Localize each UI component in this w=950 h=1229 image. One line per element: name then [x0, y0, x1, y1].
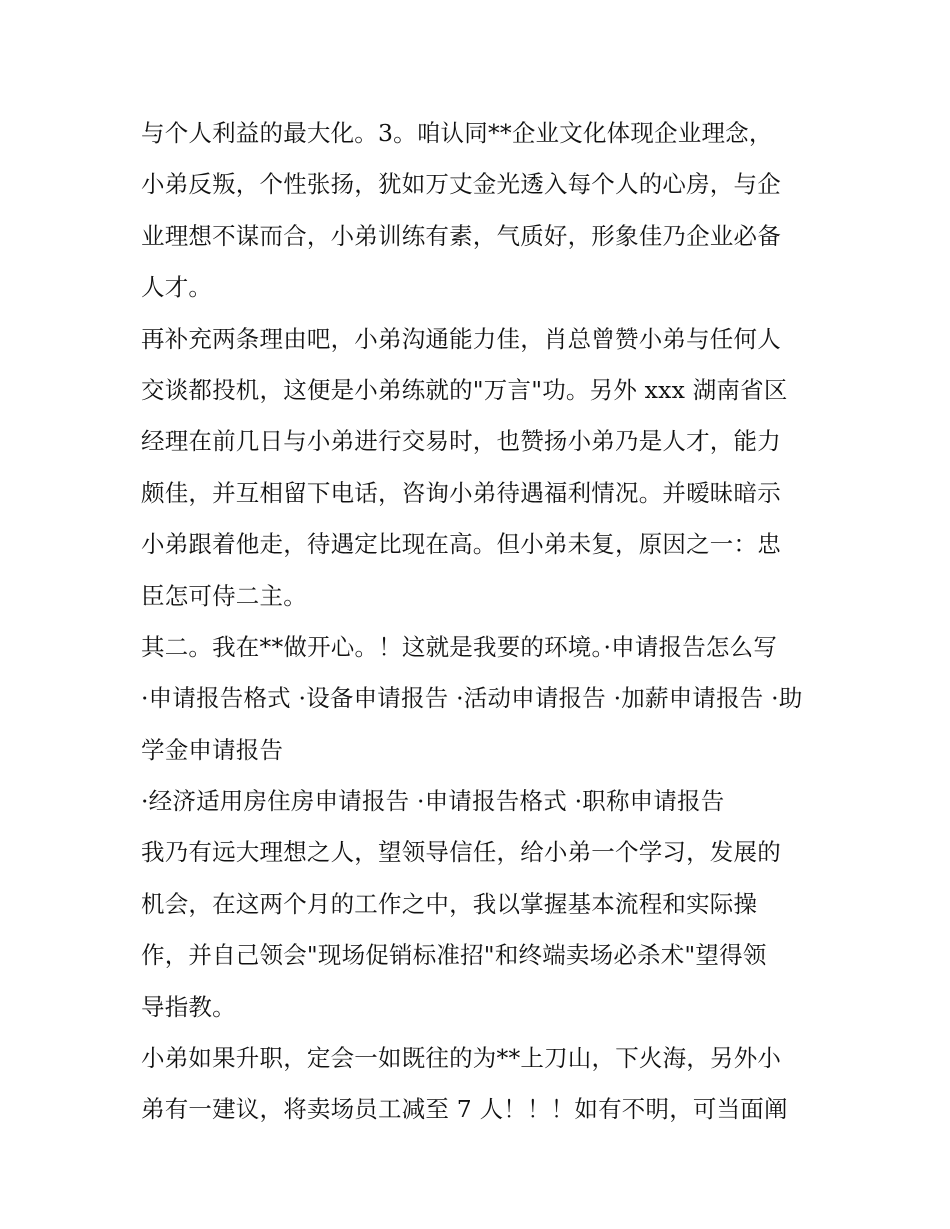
text-line: 机会，在这两个月的工作之中，我以掌握基本流程和实际操 [141, 889, 758, 918]
text-line: ·申请报告格式 ·设备申请报告 ·活动申请报告 ·加薪申请报告 ·助 [141, 684, 803, 713]
text-line: 再补充两条理由吧，小弟沟通能力佳，肖总曾赞小弟与任何人 [141, 324, 781, 353]
text-line: ·经济适用房住房申请报告 ·申请报告格式 ·职称申请报告 [141, 787, 725, 816]
text-line: 学金申请报告 [141, 735, 284, 764]
text-line: 弟有一建议，将卖场员工减至 7 人！！！如有不明，可当面阐 [141, 1095, 788, 1124]
text-line: 小弟反叛，个性张扬，犹如万丈金光透入每个人的心房，与企 [141, 170, 781, 199]
document-body [141, 108, 821, 1136]
text-line: 业理想不谋而合，小弟训练有素，气质好，形象佳乃企业必备 [141, 221, 781, 250]
text-line: 其二。我在**做开心。！这就是我要的环境。·申请报告怎么写 [141, 632, 778, 661]
text-line: 与个人利益的最大化。3。咱认同**企业文化体现企业理念， [141, 119, 773, 147]
text-line: 作，并自己领会"现场促销标准招"和终端卖场必杀术"望得领 [141, 941, 767, 970]
text-line: 小弟如果升职，定会一如既往的为**上刀山，下火海，另外小 [141, 1044, 782, 1073]
text-line: 导指教。 [141, 992, 236, 1021]
text-line: 交谈都投机，这便是小弟练就的"万言"功。另外 xxx 湖南省区 [141, 375, 788, 404]
text-line: 小弟跟着他走，待遇定比现在高。但小弟未复，原因之一：忠 [141, 530, 781, 559]
text-line: 人才。 [141, 273, 213, 302]
text-line: 臣怎可侍二主。 [141, 581, 307, 610]
text-line: 我乃有远大理想之人，望领导信任，给小弟一个学习，发展的 [141, 838, 781, 867]
text-line: 颇佳，并互相留下电话，咨询小弟待遇福利情况。并暧昧暗示 [141, 478, 781, 507]
text-line: 经理在前几日与小弟进行交易时，也赞扬小弟乃是人才，能力 [141, 427, 781, 456]
